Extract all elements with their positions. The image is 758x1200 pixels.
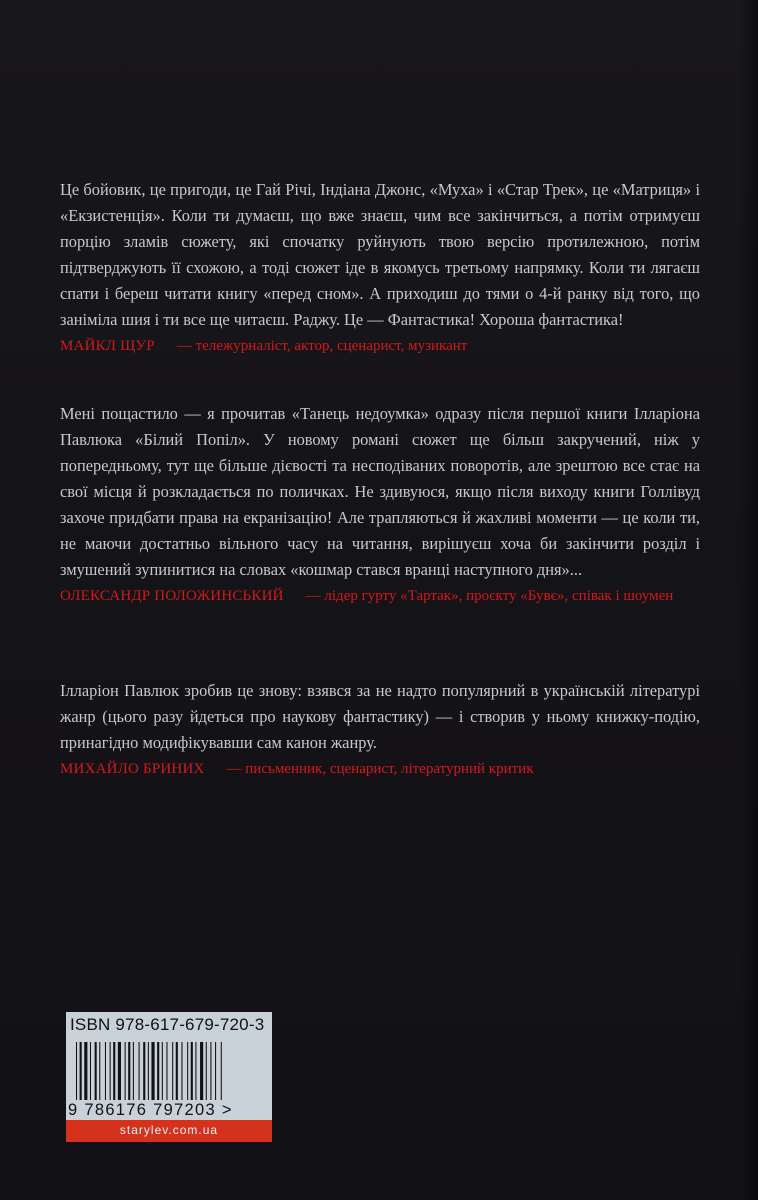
review-attribution: [60, 333, 700, 359]
spine-shadow: [740, 0, 758, 1200]
review-author: ОЛЕКСАНДР ПОЛОЖИНСЬКИЙ: [60, 588, 284, 604]
review-author-role: — тележурналіст, актор, сценарист, музикант: [176, 338, 468, 354]
barcode-digits: 9 786176 797203 >: [68, 1101, 233, 1119]
review-author-role: — лідер гурту «Тартак», проєкту «Бувє», співак і шоумен: [305, 588, 674, 604]
review-author-role: — письменник, сценарист, літературний критик: [226, 761, 534, 777]
isbn-number: ISBN 978-617-679-720-3: [70, 1015, 265, 1034]
review-block-3: [60, 678, 700, 782]
publisher-site-bar: [66, 1120, 272, 1142]
review-block-2: [60, 401, 700, 609]
review-attribution: [60, 756, 700, 782]
review-text: Це бойовик, це пригоди, це Гай Річі, Індіана Джонс, «Муха» і «Стар Трек», це «Матриця» і «Екзистенція». Коли ти думаєш, що вже знаєш, чим все закінчиться, а потім отримуєш порцію зламів сюжету, які спочатку руйнують твою версію протилежною, потім підтверджують її схожою, а тоді сюжет іде в якомусь третьому напрямку. Коли ти лягаєш спати і береш читати книгу «перед сном». А приходиш до тями о 4-й ранку від того, що заніміла шия і ти все ще читаєш. Раджу. Це — Фантастика! Хороша фантастика!: [60, 180, 700, 329]
publisher-website: starylev.com.ua: [119, 1123, 219, 1137]
review-author: МАЙКЛ ЩУР: [60, 338, 155, 354]
review-text: Мені пощастило — я прочитав «Танець недоумка» одразу після першої книги Ілларіона Павлюка «Білий Попіл». У новому романі сюжет ще більш закручений, ніж у попередньому, тут ще більше дієвості та несподіваних поворотів, але зрештою все стає на свої місця й розкладається по поличках. Не здивуюся, якщо після виходу книги Голлівуд захоче придбати права на екранізацію! Але трапляються й жахливі моменти — це коли ти, не маючи достатньо вільного часу на читання, вирішуєш хоча би закінчити розділ і змушений зупинитися на словах «кошмар стався вранці наступного дня»...: [60, 404, 700, 579]
review-author: МИХАЙЛО БРИНИХ: [60, 761, 205, 777]
review-block-1: [60, 177, 700, 359]
review-text: Ілларіон Павлюк зробив це знову: взявся за не надто популярний в українській літературі жанр (цього разу йдеться про наукову фантастику) — і створив у ньому книжку-подію, принагідно модифікувавши сам канон жанру.: [60, 681, 700, 752]
barcode-icon: [74, 1042, 264, 1100]
review-attribution: [60, 583, 700, 609]
isbn-barcode-label: [66, 1012, 272, 1142]
